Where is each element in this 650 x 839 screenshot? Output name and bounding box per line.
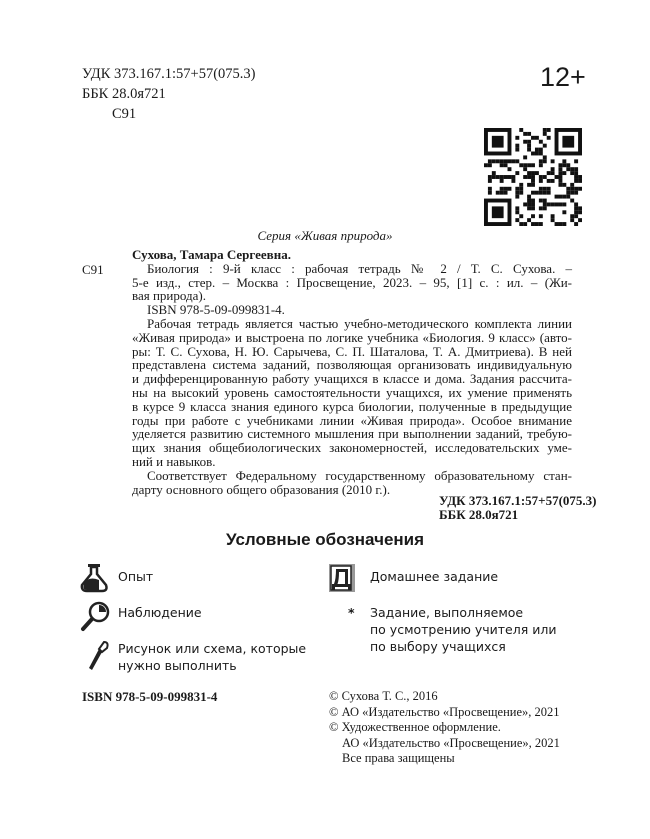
annotation-line: ры: Т. С. Сухова, Н. Ю. Сарычева, С. П. Шаталова, Т. А. Дмитриева). В ней [132, 343, 572, 359]
record-title-line: Биология : 9-й класс : рабочая тетрадь № 2 / Т. С. Сухова. – [147, 260, 572, 276]
standard-line: дарту основного общего образования (2010 г.). [132, 481, 391, 497]
legend-label-experiment: Опыт [118, 569, 154, 584]
annotation-line: и дифференцированную работу учащихся в классе и дома. Задания рассчита- [132, 371, 572, 387]
record-classification [439, 494, 597, 522]
copyright-line: © Сухова Т. С., 2016 [329, 689, 438, 703]
legend-label-observation: Наблюдение [118, 605, 202, 620]
record-isbn: ISBN 978-5-09-099831-4. [147, 302, 285, 318]
age-rating: 12+ [540, 62, 586, 92]
legend-label-line: Рисунок или схема, которые [118, 641, 307, 656]
legend-label-line: Задание, выполняемое [370, 605, 524, 620]
legend-title: Условные обозначения [225, 530, 425, 549]
annotation-line: Рабочая тетрадь является частью учебно-методического комплекта линии [147, 315, 572, 331]
annotation-line: уделяется развитию системного мышления при выполнении заданий, требую- [132, 426, 572, 442]
legend-label-line: по выбору учащихся [370, 639, 506, 654]
copyright-line: АО «Издательство «Просвещение», 2021 [342, 735, 560, 750]
asterisk-icon: * [348, 605, 355, 620]
annotation-line: годы при работе с учебниками линии «Живая природа». Особое внимание [132, 412, 572, 428]
annotation-line: щих знания общебиологических закономерностей, исследовательских уме- [132, 440, 572, 456]
copyright-line: © Художественное оформление. [329, 720, 501, 734]
homework-d-icon [328, 563, 356, 593]
record-title-line: 5-е изд., стер. – Москва : Просвещение, 2023. – 95, [1] с. : ил. – (Жи- [132, 274, 572, 290]
legend-label-drawing [118, 640, 306, 674]
record-title-line: вая природа). [132, 288, 206, 304]
annotation-line: ний и навыков. [132, 453, 216, 469]
record-code: С91 [82, 262, 104, 277]
record-udk: УДК 373.167.1:57+57(075.3) [439, 493, 597, 508]
legend-label-optional [370, 604, 556, 655]
flask-icon [80, 563, 110, 593]
annotation-line: ны на высокий уровень самостоятельности учащихся, их умение применять [132, 384, 572, 400]
qr-code [484, 128, 582, 226]
standard-line: Соответствует Федеральному государственному образовательному стан- [147, 467, 572, 483]
annotation-line: в курсе 9 класса знания единого курса биологии, полученные в предыдущие [132, 398, 572, 414]
udk-header: УДК 373.167.1:57+57(075.3) [82, 66, 256, 82]
copyright-line: © АО «Издательство «Просвещение», 2021 [329, 704, 560, 719]
bbk-header: ББК 28.0я721 [82, 86, 166, 102]
legend-label-line: по усмотрению учителя или [370, 622, 557, 637]
annotation-line: «Живая природа» и выстроена по логике учебника «Биология. 9 класс» (авто- [132, 329, 572, 345]
record-author: Сухова, Тамара Сергеевна. [132, 247, 291, 262]
copyright-block [329, 689, 560, 767]
brush-icon [88, 640, 110, 672]
magnifier-icon [80, 600, 112, 632]
annotation-line: представлена система заданий, позволяющая организовать индивидуальную [132, 357, 572, 373]
legend-label-homework: Домашнее задание [370, 569, 499, 584]
record-bbk: ББК 28.0я721 [439, 507, 519, 522]
legend-label-line: нужно выполнить [118, 658, 237, 673]
author-code-header: С91 [112, 106, 137, 122]
copyright-line: Все права защищены [342, 751, 455, 765]
series-title: Серия «Живая природа» [257, 228, 393, 243]
bibliographic-record [132, 248, 572, 496]
footer-isbn: ISBN 978-5-09-099831-4 [82, 689, 218, 704]
